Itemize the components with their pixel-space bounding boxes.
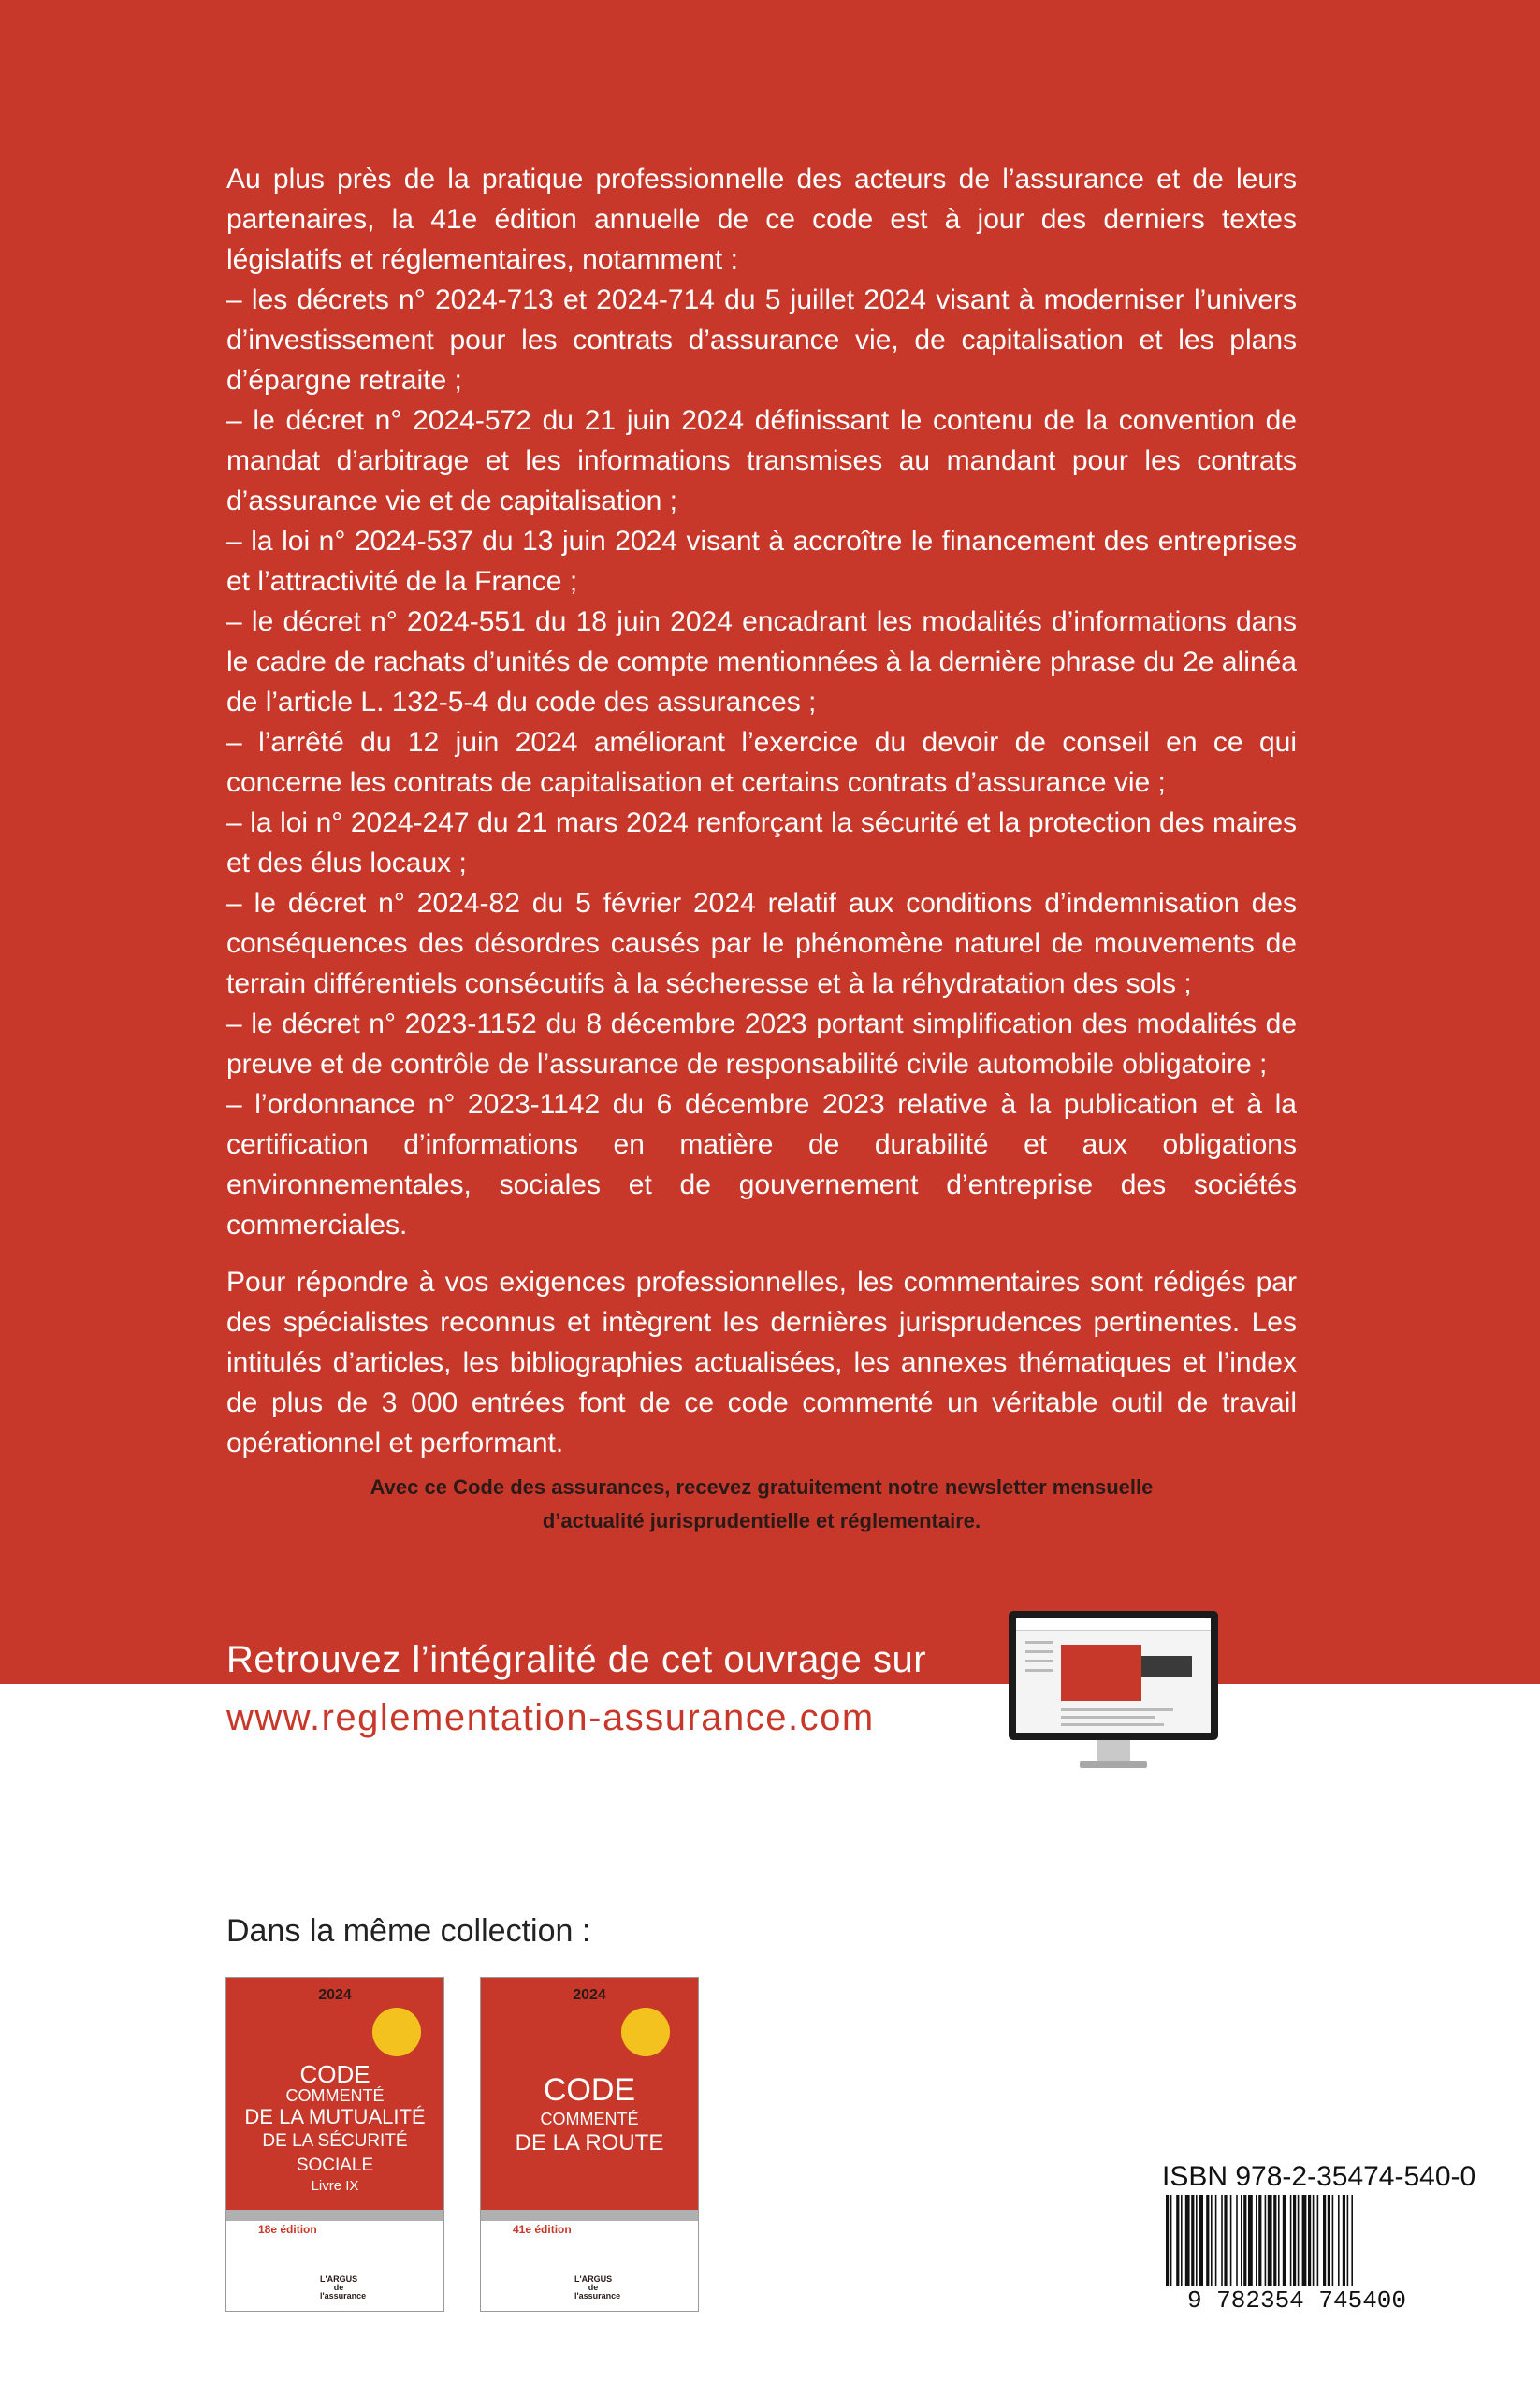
preview-line [1025,1669,1053,1672]
list-item: – le décret n° 2024-82 du 5 février 2024 relatif aux conditions d’indemnisation des conséquences des désordres causés par le phénomène naturel de mouvements de terrain différentiels consécutifs à la sécheresse et à la réhydratation des sols ; [226,888,1297,999]
book-title-line: DE LA ROUTE [515,2130,664,2156]
monitor-screen [1009,1611,1218,1740]
barcode-bar [1206,2195,1209,2288]
barcode-bar [1196,2195,1198,2288]
paragraph-2: Pour répondre à vos exigences professionnelles, les commentaires sont rédigés par des spécialistes reconnus et intègrent les dernières jurisprudences pertinentes. Les intitulés d’articles, les bibliographies actualisées, les annexes thématiques et l’index de plus de 3 000 entrées font de ce code commenté un véritable outil de travail opérationnel et performant. [226,1267,1297,1459]
argus-logo: L'ARGUS de l'assurance [320,2274,367,2301]
book-badge [621,2008,670,2056]
barcode-bar [1199,2195,1203,2288]
barcode-bar [1166,2195,1169,2288]
barcode-bar [1268,2195,1272,2288]
barcode-bar [1323,2195,1326,2288]
book-title [226,2062,443,2195]
barcode-bar [1332,2195,1334,2288]
book-edition: 41e édition [513,2223,572,2236]
list-item: – le décret n° 2024-551 du 18 juin 2024 encadrant les modalités d’informations dans le cadre de rachats d’unités de compte mentionnées à la dernière phrase du 2e alinéa de l’article L. 132-5-4 du code des assurances ; [226,606,1297,718]
barcode-bar [1328,2195,1330,2288]
monitor-neck [1097,1740,1130,1761]
book-year: 2024 [573,1987,606,2003]
website-preview [1016,1618,1211,1733]
barcode-bar [1241,2195,1242,2288]
book-title-line: DE LA SÉCURITÉ SOCIALE [262,2131,408,2175]
barcode-bar [1211,2195,1213,2288]
preview-line [1061,1708,1173,1711]
collection-label: Dans la même collection : [226,1913,591,1949]
newsletter-line-1: Avec ce Code des assurances, recevez gratuitement notre newsletter mensuelle [370,1475,1154,1499]
barcode-bar [1351,2195,1353,2288]
barcode-bar [1181,2195,1183,2288]
book-title-line: Livre IX [311,2178,359,2194]
barcode-bar [1221,2195,1223,2288]
barcode-bar [1185,2195,1190,2288]
book-cover-mutualite[interactable] [226,1978,443,2311]
barcode-bar [1273,2195,1276,2288]
barcode-bar [1215,2195,1217,2288]
book-year: 2024 [318,1987,352,2003]
list-item: – le décret n° 2023-1152 du 8 décembre 2023 portant simplification des modalités de preuve et de contrôle de l’assurance de responsabilité civile automobile obligatoire ; [226,1009,1297,1080]
barcode [1162,2195,1431,2311]
barcode-bar [1176,2195,1179,2288]
barcode-bar [1256,2195,1257,2288]
preview-header [1016,1618,1211,1631]
isbn-number: ISBN 978-2-35474-540-0 [1162,2161,1476,2192]
barcode-bar [1236,2195,1238,2288]
barcode-bar [1278,2195,1280,2288]
book-title-line: DE LA MUTUALITÉ [244,2105,426,2128]
barcode-bar [1293,2195,1296,2288]
barcode-bar [1313,2195,1315,2288]
website-link[interactable]: www.reglementation-assurance.com [226,1697,875,1738]
newsletter-line-2: d’actualité jurisprudentielle et réglementaire. [542,1509,981,1532]
monitor-icon [1009,1611,1218,1776]
preview-dark-block [1141,1656,1192,1676]
argus-logo: L'ARGUS de l'assurance [574,2274,621,2301]
retrouvez-heading: Retrouvez l’intégralité de cet ouvrage sur [226,1639,927,1680]
barcode-bar [1317,2195,1319,2288]
preview-red-block [1061,1645,1141,1701]
book-title-line: COMMENTÉ [285,2086,385,2105]
book-title [481,2071,698,2157]
barcode-bar [1302,2195,1307,2288]
barcode-bar [1230,2195,1232,2288]
barcode-bar [1343,2195,1345,2288]
preview-line [1025,1641,1053,1644]
list-item: – les décrets n° 2024-713 et 2024-714 du 5 juillet 2024 visant à moderniser l’univers d’investissement pour les contrats d’assurance vie, de capitalisation et les plans d’épargne retraite ; [226,284,1297,396]
barcode-bar [1347,2195,1349,2288]
preview-line [1061,1716,1155,1719]
intro-paragraph: Au plus près de la pratique professionnelle des acteurs de l’assurance et de leurs partenaires, la 41e édition annuelle de ce code est à jour des derniers textes législatifs et réglementaires, notamment : [226,164,1297,275]
newsletter-notice [226,1471,1297,1538]
book-cover-band [226,2210,443,2221]
barcode-bar [1258,2195,1261,2288]
barcode-bar [1191,2195,1194,2288]
book-title-line: CODE [299,2060,370,2088]
list-item: – la loi n° 2024-537 du 13 juin 2024 visant à accroître le financement des entreprises et l’attractivité de la France ; [226,526,1297,597]
list-item: – l’ordonnance n° 2023-1142 du 6 décembre 2023 relative à la publication et à la certification d’informations en matière de durabilité et aux obligations environnementales, sociales et de gouvernement d’entreprise des sociétés commerciales. [226,1089,1297,1241]
book-cover-route[interactable] [481,1978,698,2311]
list-item: – le décret n° 2024-572 du 21 juin 2024 définissant le contenu de la convention de mandat d’arbitrage et les informations transmises au mandant pour les contrats d’assurance vie et de capitalisation ; [226,405,1297,516]
preview-line [1061,1723,1164,1726]
monitor-base [1080,1761,1147,1768]
preview-line [1025,1660,1053,1662]
book-edition: 18e édition [258,2223,317,2236]
barcode-bar [1224,2195,1227,2288]
description-text [226,159,1297,1463]
barcode-bar [1290,2195,1292,2288]
barcode-digits: 9 782354 745400 [1186,2286,1407,2311]
barcode-bar [1265,2195,1267,2288]
barcode-bar [1308,2195,1311,2288]
barcode-bar [1338,2195,1340,2288]
list-item: – l’arrêté du 12 juin 2024 améliorant l’exercice du devoir de conseil en ce qui concerne les contrats de capitalisation et certains contrats d’assurance vie ; [226,727,1297,798]
barcode-bar [1243,2195,1246,2288]
barcode-bar [1248,2195,1253,2288]
barcode-bar [1170,2195,1172,2288]
book-title-line: COMMENTÉ [540,2110,639,2128]
barcode-bar [1298,2195,1300,2288]
barcode-bar [1283,2195,1286,2288]
book-title-line: CODE [543,2072,636,2108]
book-cover-band [481,2210,698,2221]
preview-line [1025,1650,1053,1653]
list-item: – la loi n° 2024-247 du 21 mars 2024 renforçant la sécurité et la protection des maires et des élus locaux ; [226,807,1297,878]
book-badge [372,2008,421,2056]
